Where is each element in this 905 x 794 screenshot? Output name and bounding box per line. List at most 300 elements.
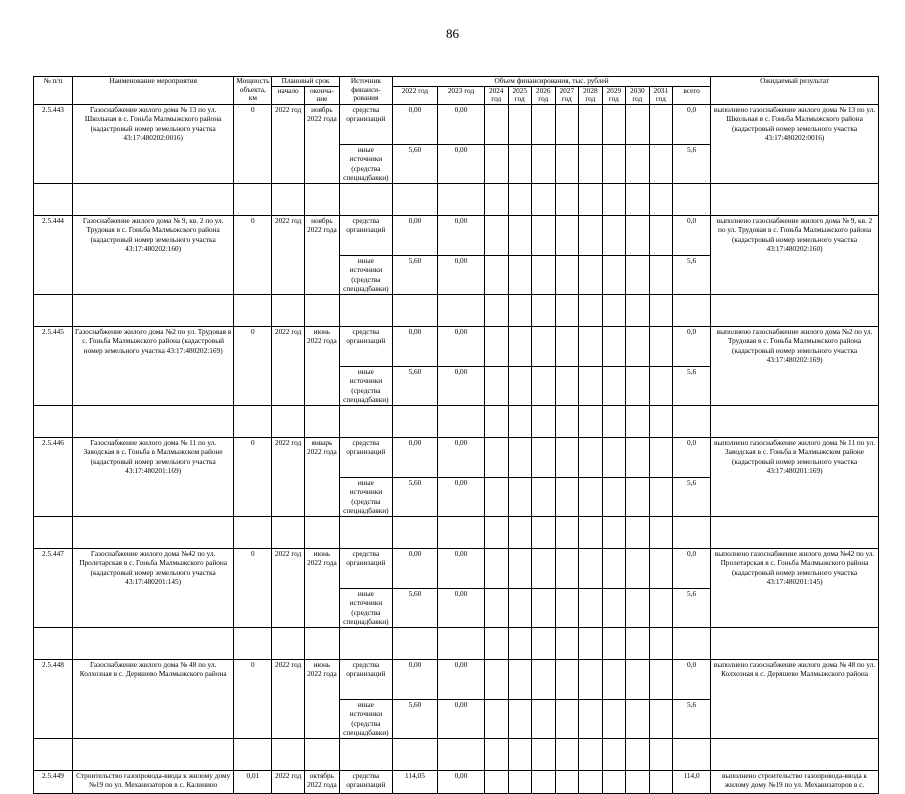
row-separator (34, 516, 879, 548)
empty-cell (305, 294, 340, 326)
empty-cell (532, 215, 556, 255)
empty-cell (579, 516, 603, 548)
row-num: 2.5.449 (34, 770, 73, 793)
row-source-1: средства организаций (339, 215, 392, 255)
empty-cell (485, 770, 509, 793)
row-value-2023: 0,00 (437, 366, 484, 405)
empty-cell (673, 405, 711, 437)
row-end: июнь 2022 года (305, 548, 340, 627)
empty-cell (602, 738, 626, 770)
empty-cell (555, 548, 579, 588)
empty-cell (508, 516, 532, 548)
empty-cell (234, 405, 272, 437)
table-row (34, 659, 879, 699)
empty-cell (579, 104, 603, 144)
empty-cell (579, 144, 603, 183)
empty-cell (34, 183, 73, 215)
empty-cell (602, 294, 626, 326)
empty-cell (555, 255, 579, 294)
empty-cell (649, 548, 673, 588)
empty-cell (485, 104, 509, 144)
empty-cell (602, 588, 626, 627)
row-source-2: иные источники (средства спецнадбавки) (339, 366, 392, 405)
empty-cell (508, 144, 532, 183)
row-value-2023: 0,00 (437, 144, 484, 183)
empty-cell (649, 366, 673, 405)
row-total: 114,0 (673, 770, 711, 793)
empty-cell (649, 699, 673, 738)
row-total: 5,6 (673, 255, 711, 294)
funding-table (33, 76, 879, 794)
empty-cell (626, 104, 650, 144)
empty-cell (508, 699, 532, 738)
empty-cell (485, 548, 509, 588)
row-end: октябрь 2022 года (305, 770, 340, 793)
empty-cell (602, 659, 626, 699)
empty-cell (626, 588, 650, 627)
row-value-2023: 0,00 (437, 548, 484, 588)
empty-cell (626, 516, 650, 548)
row-capacity: 0 (234, 659, 272, 738)
empty-cell (339, 294, 392, 326)
empty-cell (34, 516, 73, 548)
empty-cell (555, 215, 579, 255)
empty-cell (532, 104, 556, 144)
row-value-2022: 5,60 (392, 477, 437, 516)
row-capacity: 0 (234, 437, 272, 516)
empty-cell (649, 770, 673, 793)
empty-cell (555, 477, 579, 516)
empty-cell (626, 770, 650, 793)
row-result: выполнено газоснабжение жилого дома №2 по ул. Трудовая в с. Гоньба Малмыжского района (кадастровый номер земельного участка 43:17:480202:169) (711, 326, 879, 405)
row-source-1: средства организаций (339, 659, 392, 699)
row-start: 2022 год (272, 104, 305, 183)
row-total: 5,6 (673, 477, 711, 516)
row-start: 2022 год (272, 437, 305, 516)
empty-cell (72, 183, 234, 215)
row-separator (34, 738, 879, 770)
empty-cell (602, 104, 626, 144)
row-value-2023: 0,00 (437, 588, 484, 627)
empty-cell (34, 738, 73, 770)
empty-cell (602, 699, 626, 738)
row-total: 5,6 (673, 144, 711, 183)
empty-cell (626, 477, 650, 516)
empty-cell (392, 516, 437, 548)
row-capacity: 0,01 (234, 770, 272, 793)
header-funding: Объем финансирования, тыс. рублей (392, 77, 710, 87)
row-name: Газоснабжение жилого дома № 48 по ул. Колхозная в с. Деряшево Малмыжского района (72, 659, 234, 738)
empty-cell (508, 183, 532, 215)
empty-cell (579, 366, 603, 405)
empty-cell (555, 183, 579, 215)
row-capacity: 0 (234, 326, 272, 405)
empty-cell (602, 255, 626, 294)
empty-cell (649, 104, 673, 144)
table-row (34, 548, 879, 588)
row-value-2023: 0,00 (437, 104, 484, 144)
row-end: январь 2022 года (305, 437, 340, 516)
empty-cell (508, 104, 532, 144)
row-total: 0,0 (673, 104, 711, 144)
header-start: начало (272, 86, 305, 104)
row-value-2023: 0,00 (437, 699, 484, 738)
empty-cell (626, 144, 650, 183)
empty-cell (234, 294, 272, 326)
row-total: 0,0 (673, 437, 711, 477)
empty-cell (532, 294, 556, 326)
row-source-1: средства организаций (339, 437, 392, 477)
row-num: 2.5.445 (34, 326, 73, 405)
row-separator (34, 183, 879, 215)
header-year: 2025 год (508, 86, 532, 104)
table-row (34, 215, 879, 255)
empty-cell (711, 294, 879, 326)
empty-cell (555, 366, 579, 405)
header-total: всего (673, 86, 711, 104)
row-value-2023: 0,00 (437, 326, 484, 366)
header-year: 2031 год (649, 86, 673, 104)
empty-cell (579, 659, 603, 699)
empty-cell (602, 215, 626, 255)
row-value-2022: 0,00 (392, 659, 437, 699)
empty-cell (555, 699, 579, 738)
empty-cell (649, 516, 673, 548)
empty-cell (339, 405, 392, 437)
empty-cell (626, 366, 650, 405)
row-num: 2.5.447 (34, 548, 73, 627)
row-total: 0,0 (673, 215, 711, 255)
empty-cell (532, 326, 556, 366)
empty-cell (234, 183, 272, 215)
empty-cell (555, 294, 579, 326)
empty-cell (626, 294, 650, 326)
empty-cell (437, 738, 484, 770)
empty-cell (711, 405, 879, 437)
empty-cell (649, 144, 673, 183)
empty-cell (626, 405, 650, 437)
empty-cell (649, 255, 673, 294)
row-source-2: иные источники (средства спецнадбавки) (339, 255, 392, 294)
row-total: 5,6 (673, 366, 711, 405)
empty-cell (508, 294, 532, 326)
empty-cell (579, 738, 603, 770)
empty-cell (555, 405, 579, 437)
empty-cell (532, 144, 556, 183)
empty-cell (272, 405, 305, 437)
empty-cell (555, 659, 579, 699)
empty-cell (579, 588, 603, 627)
empty-cell (602, 144, 626, 183)
empty-cell (602, 326, 626, 366)
empty-cell (649, 437, 673, 477)
row-end: ноябрь 2022 года (305, 215, 340, 294)
row-value-2022: 5,60 (392, 144, 437, 183)
empty-cell (555, 738, 579, 770)
empty-cell (673, 294, 711, 326)
row-num: 2.5.448 (34, 659, 73, 738)
row-source-1: средства организаций (339, 548, 392, 588)
empty-cell (339, 516, 392, 548)
empty-cell (555, 326, 579, 366)
row-end: июнь 2022 года (305, 326, 340, 405)
row-capacity: 0 (234, 215, 272, 294)
empty-cell (508, 738, 532, 770)
empty-cell (34, 294, 73, 326)
row-result: выполнено строительство газопровода-ввода к жилому дому №19 по ул. Механизаторов в с. (711, 770, 879, 793)
row-value-2022: 0,00 (392, 437, 437, 477)
empty-cell (234, 738, 272, 770)
empty-cell (673, 516, 711, 548)
empty-cell (392, 738, 437, 770)
empty-cell (437, 516, 484, 548)
empty-cell (626, 255, 650, 294)
empty-cell (339, 183, 392, 215)
header-plan: Плановый срок (272, 77, 339, 87)
empty-cell (339, 738, 392, 770)
row-value-2023: 0,00 (437, 770, 484, 793)
table-header (34, 77, 879, 105)
row-value-2022: 5,60 (392, 588, 437, 627)
empty-cell (579, 326, 603, 366)
row-source-2: иные источники (средства спецнадбавки) (339, 699, 392, 738)
empty-cell (72, 294, 234, 326)
empty-cell (602, 477, 626, 516)
empty-cell (485, 294, 509, 326)
table-row (34, 104, 879, 144)
empty-cell (485, 144, 509, 183)
row-source-2: иные источники (средства спецнадбавки) (339, 144, 392, 183)
empty-cell (532, 437, 556, 477)
empty-cell (649, 183, 673, 215)
row-num: 2.5.444 (34, 215, 73, 294)
header-year: 2023 год (437, 86, 484, 104)
row-name: Газоснабжение жилого дома № 13 по ул. Школьная в с. Гоньба Малмыжского района (кадастровый номер земельного участка 43:17:480202:0016) (72, 104, 234, 183)
empty-cell (673, 738, 711, 770)
page-number: 86 (446, 26, 459, 41)
header-year: 2030 год (626, 86, 650, 104)
empty-cell (711, 516, 879, 548)
empty-cell (602, 548, 626, 588)
row-name: Газоснабжение жилого дома №42 по ул. Пролетарская в с. Гоньба Малмыжского района (кадастровый номер земельного участка 43:17:480201:145) (72, 548, 234, 627)
empty-cell (579, 770, 603, 793)
row-total: 5,6 (673, 699, 711, 738)
empty-cell (485, 405, 509, 437)
row-value-2022: 0,00 (392, 548, 437, 588)
row-value-2023: 0,00 (437, 437, 484, 477)
empty-cell (72, 405, 234, 437)
empty-cell (532, 183, 556, 215)
empty-cell (485, 437, 509, 477)
empty-cell (508, 366, 532, 405)
empty-cell (508, 215, 532, 255)
empty-cell (392, 294, 437, 326)
row-end: июнь 2022 года (305, 659, 340, 738)
empty-cell (485, 477, 509, 516)
row-num: 2.5.443 (34, 104, 73, 183)
row-start: 2022 год (272, 659, 305, 738)
empty-cell (579, 699, 603, 738)
row-result: выполнено газоснабжение жилого дома №42 по ул. Пролетарская в с. Гоньба Малмыжского района (кадастровый номер земельного участка 43:17:480201:145) (711, 548, 879, 627)
header-year: 2024 год (485, 86, 509, 104)
empty-cell (508, 437, 532, 477)
empty-cell (673, 183, 711, 215)
row-result: выполнено газоснабжение жилого дома № 48 по ул. Колхозная в с. Деряшево Малмыжского района (711, 659, 879, 738)
empty-cell (437, 183, 484, 215)
row-name: Газоснабжение жилого дома № 9, кв. 2 по ул. Трудовая в с. Гоньба Малмыжского района (кадастровый номер земельного участка 43:17:480202:160) (72, 215, 234, 294)
empty-cell (72, 738, 234, 770)
empty-cell (649, 326, 673, 366)
empty-cell (579, 477, 603, 516)
empty-cell (34, 405, 73, 437)
empty-cell (532, 738, 556, 770)
empty-cell (485, 215, 509, 255)
empty-cell (272, 294, 305, 326)
row-total: 0,0 (673, 659, 711, 699)
row-start: 2022 год (272, 215, 305, 294)
header-result: Ожидаемый результат (711, 77, 879, 105)
empty-cell (485, 588, 509, 627)
empty-cell (532, 659, 556, 699)
empty-cell (626, 183, 650, 215)
empty-cell (485, 699, 509, 738)
row-start: 2022 год (272, 326, 305, 405)
row-value-2022: 5,60 (392, 366, 437, 405)
header-end: оконча-ние (305, 86, 340, 104)
empty-cell (579, 437, 603, 477)
row-capacity: 0 (234, 548, 272, 627)
empty-cell (626, 326, 650, 366)
empty-cell (711, 183, 879, 215)
empty-cell (437, 294, 484, 326)
row-start: 2022 год (272, 770, 305, 793)
empty-cell (579, 215, 603, 255)
empty-cell (649, 477, 673, 516)
empty-cell (532, 548, 556, 588)
empty-cell (579, 255, 603, 294)
empty-cell (508, 770, 532, 793)
empty-cell (508, 588, 532, 627)
header-year: 2027 год (555, 86, 579, 104)
header-capacity: Мощность объекта, км (234, 77, 272, 105)
empty-cell (649, 738, 673, 770)
empty-cell (532, 516, 556, 548)
empty-cell (272, 183, 305, 215)
empty-cell (508, 255, 532, 294)
empty-cell (579, 405, 603, 437)
row-end: ноябрь 2022 года (305, 104, 340, 183)
empty-cell (305, 738, 340, 770)
empty-cell (649, 294, 673, 326)
row-source-1: средства организаций (339, 104, 392, 144)
header-name: Наименование мероприятия (72, 77, 234, 105)
empty-cell (508, 548, 532, 588)
header-year: 2028 год (579, 86, 603, 104)
empty-cell (579, 183, 603, 215)
header-year: 2022 год (392, 86, 437, 104)
row-source-1: средства организаций (339, 770, 392, 793)
empty-cell (508, 477, 532, 516)
empty-cell (649, 405, 673, 437)
empty-cell (305, 183, 340, 215)
empty-cell (234, 516, 272, 548)
empty-cell (305, 405, 340, 437)
row-name: Газоснабжение жилого дома №2 по ул. Трудовая в с. Гоньба Малмыжского района (кадастровый номер земельного участка 43:17:480202:169) (72, 326, 234, 405)
empty-cell (602, 516, 626, 548)
empty-cell (485, 516, 509, 548)
empty-cell (579, 548, 603, 588)
empty-cell (532, 405, 556, 437)
row-value-2022: 5,60 (392, 255, 437, 294)
table-body (34, 104, 879, 793)
empty-cell (649, 588, 673, 627)
empty-cell (602, 405, 626, 437)
row-total: 0,0 (673, 548, 711, 588)
empty-cell (532, 588, 556, 627)
row-result: выполнено газоснабжение жилого дома № 9, кв. 2 по ул. Трудовая в с. Гоньба Малмыжского района (кадастровый номер земельного участка 43:17:480202:160) (711, 215, 879, 294)
table-row (34, 770, 879, 793)
empty-cell (532, 699, 556, 738)
empty-cell (272, 738, 305, 770)
empty-cell (579, 294, 603, 326)
row-value-2022: 0,00 (392, 215, 437, 255)
empty-cell (532, 477, 556, 516)
row-value-2022: 5,60 (392, 699, 437, 738)
empty-cell (602, 770, 626, 793)
row-source-2: иные источники (средства спецнадбавки) (339, 477, 392, 516)
header-source: Источник финанси-рования (339, 77, 392, 105)
row-value-2022: 0,00 (392, 104, 437, 144)
empty-cell (485, 738, 509, 770)
table-row (34, 437, 879, 477)
empty-cell (508, 659, 532, 699)
empty-cell (485, 326, 509, 366)
header-year: 2026 год (532, 86, 556, 104)
row-total: 0,0 (673, 326, 711, 366)
empty-cell (392, 183, 437, 215)
empty-cell (508, 326, 532, 366)
empty-cell (555, 104, 579, 144)
row-result: выполнено газоснабжение жилого дома № 13 по ул. Школьная в с. Гоньба Малмыжского района (кадастровый номер земельного участка 43:17:480202:0016) (711, 104, 879, 183)
empty-cell (485, 659, 509, 699)
row-value-2022: 0,00 (392, 326, 437, 366)
empty-cell (508, 405, 532, 437)
empty-cell (602, 366, 626, 405)
empty-cell (392, 405, 437, 437)
empty-cell (437, 405, 484, 437)
row-result: выполнено газоснабжение жилого дома № 11 по ул. Заводская в с. Гоньба в Малмыжском районе (кадастровый номер земельного участка 43:17:480201:169) (711, 437, 879, 516)
empty-cell (626, 548, 650, 588)
row-value-2022: 114,05 (392, 770, 437, 793)
row-separator (34, 405, 879, 437)
empty-cell (555, 516, 579, 548)
empty-cell (602, 183, 626, 215)
empty-cell (485, 183, 509, 215)
empty-cell (626, 437, 650, 477)
row-num: 2.5.446 (34, 437, 73, 516)
table-row (34, 326, 879, 366)
empty-cell (626, 215, 650, 255)
row-source-2: иные источники (средства спецнадбавки) (339, 588, 392, 627)
empty-cell (649, 659, 673, 699)
empty-cell (272, 516, 305, 548)
empty-cell (532, 366, 556, 405)
row-value-2023: 0,00 (437, 659, 484, 699)
row-value-2023: 0,00 (437, 215, 484, 255)
empty-cell (72, 516, 234, 548)
empty-cell (532, 255, 556, 294)
empty-cell (555, 770, 579, 793)
